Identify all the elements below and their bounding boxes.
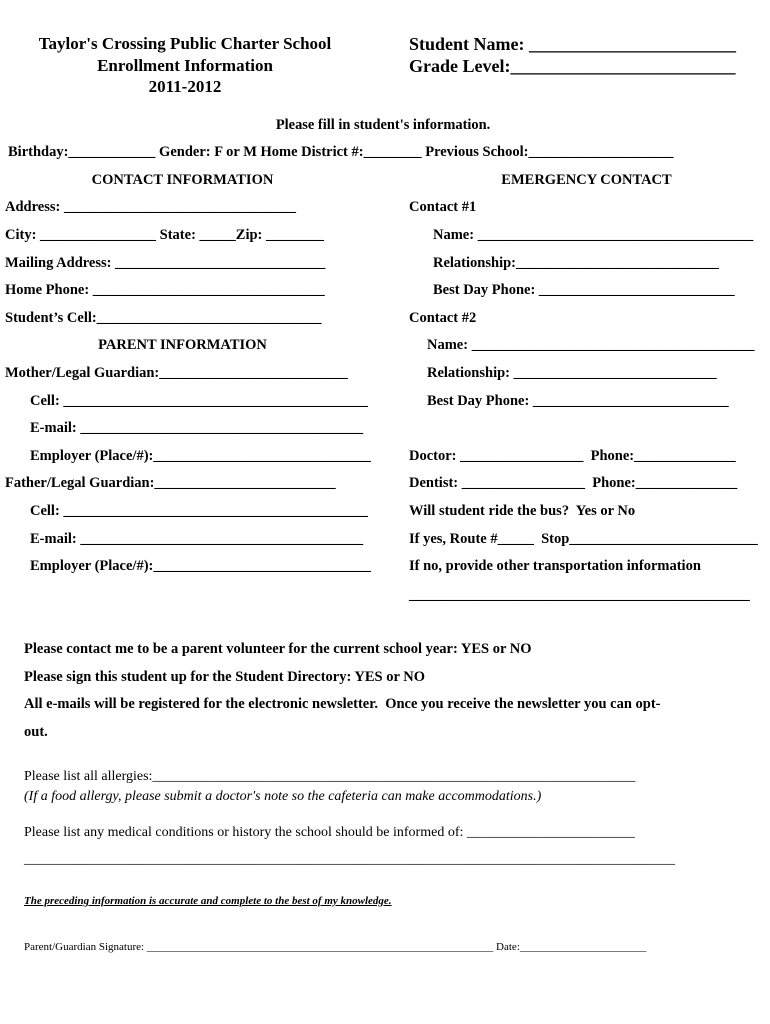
father-email-field[interactable]: E-mail: _______________________________________ (30, 531, 364, 547)
school-year: 2011-2012 (148, 77, 222, 96)
parent-volunteer-question[interactable]: Please contact me to be a parent volunteer for the current school year: YES or NO (24, 641, 532, 657)
contact2-label: Contact #2 (409, 310, 477, 326)
grade-level-field[interactable]: Grade Level:_________________________ (409, 56, 736, 76)
student-directory-question[interactable]: Please sign this student up for the Student Directory: YES or NO (24, 669, 426, 685)
contact1-label: Contact #1 (409, 199, 477, 215)
father-cell-field[interactable]: Cell: __________________________________________ (30, 503, 368, 519)
transportation-field[interactable]: _______________________________________________ (409, 587, 750, 603)
home-phone-field[interactable]: Home Phone: ________________________________ (5, 282, 325, 298)
contact1-name-field[interactable]: Name: ______________________________________ (433, 227, 754, 243)
city-state-zip-field[interactable]: City: ________________ State: _____Zip: ________ (5, 227, 324, 243)
doctor-field[interactable]: Doctor: _________________ Phone:______________ (409, 448, 736, 464)
student-name-field[interactable]: Student Name: _______________________ (409, 34, 736, 54)
document-title: Enrollment Information (97, 56, 273, 75)
parent-info-heading: PARENT INFORMATION (98, 337, 267, 353)
medical-conditions-line[interactable]: _____________________________________________________________________________________________ (24, 852, 675, 867)
mailing-address-field[interactable]: Mailing Address: _____________________________ (5, 255, 326, 271)
address-field[interactable]: Address: ________________________________ (5, 199, 296, 215)
dentist-field[interactable]: Dentist: _________________ Phone:______________ (409, 475, 738, 491)
instruction-text: Please fill in student's information. (275, 117, 491, 133)
mother-cell-field[interactable]: Cell: __________________________________________ (30, 393, 368, 409)
bus-question[interactable]: Will student ride the bus? Yes or No (409, 503, 636, 519)
allergies-field[interactable]: Please list all allergies:_____________________________________________________________________ (24, 769, 636, 784)
signature-date-field[interactable]: Parent/Guardian Signature: _______________________________________________________________ Date:_______________________ (24, 941, 647, 953)
contact1-relationship-field[interactable]: Relationship:____________________________ (433, 255, 719, 271)
newsletter-notice-cont: out. (24, 724, 48, 740)
transportation-question: If no, provide other transportation information (409, 558, 701, 574)
allergy-note: (If a food allergy, please submit a doctor's note so the cafeteria can make accommodations.) (24, 789, 542, 804)
basic-info-line[interactable]: Birthday:____________ Gender: F or M Home District #:________ Previous School:____________________ (8, 144, 674, 160)
bus-route-field[interactable]: If yes, Route #_____ Stop__________________________ (409, 531, 758, 547)
contact2-name-field[interactable]: Name: _______________________________________ (427, 337, 755, 353)
mother-email-field[interactable]: E-mail: _______________________________________ (30, 420, 364, 436)
contact1-phone-field[interactable]: Best Day Phone: ___________________________ (433, 282, 735, 298)
mother-guardian-field[interactable]: Mother/Legal Guardian:__________________________ (5, 365, 348, 381)
emergency-contact-heading: EMERGENCY CONTACT (501, 172, 672, 188)
school-name: Taylor's Crossing Public Charter School (38, 34, 332, 53)
student-cell-field[interactable]: Student’s Cell:_______________________________ (5, 310, 322, 326)
certification-statement: The preceding information is accurate and complete to the best of my knowledge. (24, 895, 392, 907)
mother-employer-field[interactable]: Employer (Place/#):______________________________ (30, 448, 371, 464)
newsletter-notice: All e-mails will be registered for the electronic newsletter. Once you receive the newsletter you can opt- (24, 696, 661, 712)
contact-info-heading: CONTACT INFORMATION (91, 172, 274, 188)
medical-conditions-field[interactable]: Please list any medical conditions or history the school should be informed of: ________________________ (24, 825, 635, 840)
contact2-relationship-field[interactable]: Relationship: ____________________________ (427, 365, 717, 381)
father-guardian-field[interactable]: Father/Legal Guardian:_________________________ (5, 475, 336, 491)
contact2-phone-field[interactable]: Best Day Phone: ___________________________ (427, 393, 729, 409)
father-employer-field[interactable]: Employer (Place/#):______________________________ (30, 558, 371, 574)
